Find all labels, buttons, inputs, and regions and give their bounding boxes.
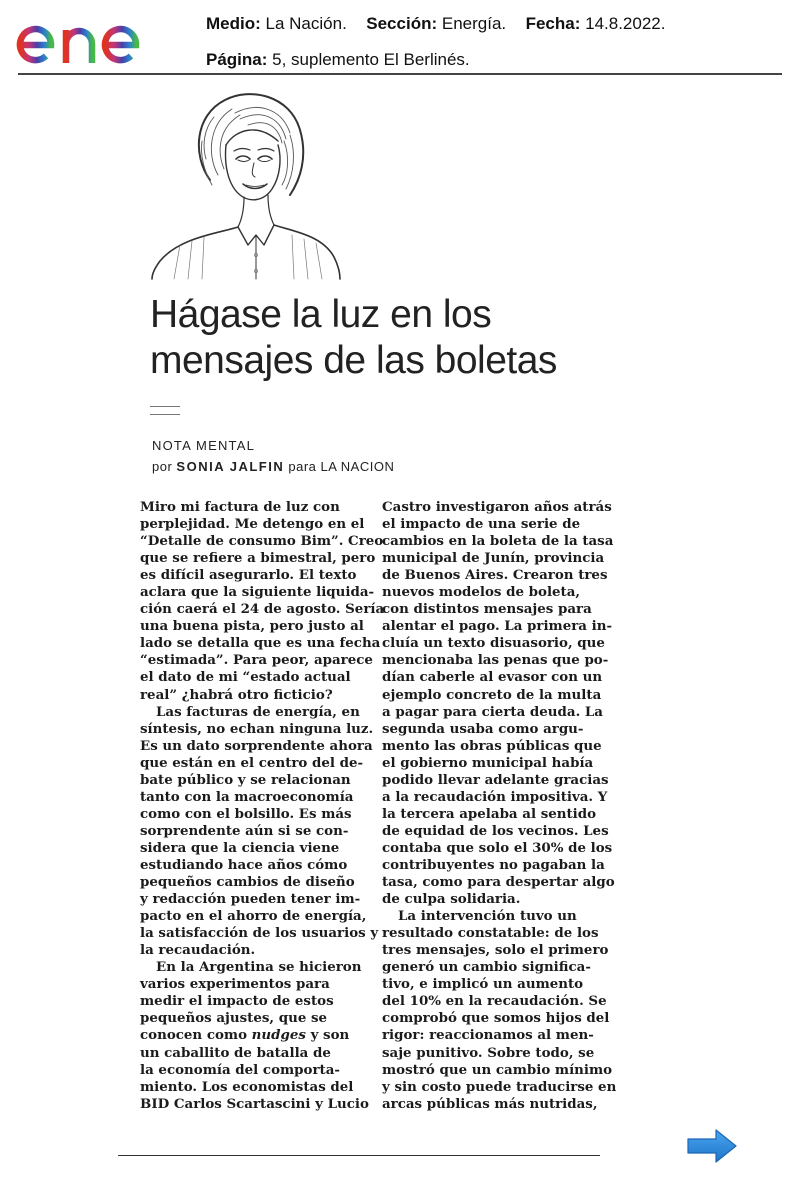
article-line: a pagar para cierta deuda. La: [382, 703, 603, 720]
pagina-label: Página:: [206, 50, 268, 69]
article-line: conocen como nudges y son: [140, 1027, 350, 1044]
article-line: con distintos mensajes para: [382, 601, 592, 618]
article-line: mento las obras públicas que: [382, 737, 602, 754]
article-line: cluía un texto disuasorio, que: [382, 635, 605, 652]
medio-label: Medio:: [206, 14, 261, 33]
fecha-label: Fecha:: [525, 14, 581, 33]
article-line: mostró que un cambio mínimo: [382, 1061, 613, 1078]
article-line: comprobó que somos hijos del: [382, 1010, 610, 1027]
article-line: En la Argentina se hicieron: [156, 959, 362, 976]
article-line: la economía del comporta-: [140, 1061, 340, 1078]
article-line: lado se detalla que es una fecha: [140, 635, 381, 652]
article-line: tres mensajes, solo el primero: [382, 942, 609, 959]
document-metadata: [206, 6, 665, 78]
article-line: pequeños cambios de diseño: [140, 874, 355, 891]
article-line: tivo, e implicó un aumento: [382, 976, 584, 993]
article-line: el dato de mi “estado actual: [140, 669, 351, 686]
article-line: Es un dato sorprendente ahora: [140, 737, 373, 754]
article-line: que están en el centro del de-: [140, 754, 364, 771]
article-line: Castro investigaron años atrás: [382, 499, 612, 515]
article-line: rigor: reaccionamos al men-: [382, 1027, 594, 1044]
article-line: municipal de Junín, provincia: [382, 550, 605, 567]
article-line: saje punitivo. Sobre todo, se: [382, 1044, 595, 1061]
article-line: a la recaudación impositiva. Y: [382, 788, 608, 805]
article-line: de culpa solidaria.: [382, 891, 521, 908]
article-line: mencionaba las penas que po-: [382, 652, 609, 669]
article-line: varios experimentos para: [140, 976, 330, 993]
article-line: de equidad de los vecinos. Les: [382, 822, 609, 839]
article-line: contribuyentes no pagaban la: [382, 856, 605, 873]
article-line: generó un cambio significa-: [382, 959, 591, 976]
article-line: estudiando hace años cómo: [140, 856, 348, 873]
fecha-value: 14.8.2022.: [585, 14, 666, 33]
pagina-value: 5, suplemento El Berlinés.: [272, 50, 470, 69]
article-line: tasa, como para despertar algo: [382, 874, 615, 891]
byline-suffix: para LA NACION: [288, 459, 395, 474]
article-line: y sin costo puede traducirse en: [382, 1078, 617, 1095]
article-line: BID Carlos Scartascini y Lucio: [140, 1095, 369, 1112]
article-line: una buena pista, pero justo al: [140, 618, 364, 635]
article-line: del 10% en la recaudación. Se: [382, 993, 607, 1010]
byline-prefix: por: [152, 459, 173, 474]
article-line: podido llevar adelante gracias: [382, 771, 609, 788]
author-portrait: [140, 85, 345, 280]
article-line: miento. Los economistas del: [140, 1078, 354, 1095]
article-line: el gobierno municipal había: [382, 754, 594, 771]
article-line: segunda usaba como argu-: [382, 720, 584, 737]
header-divider: [18, 73, 782, 75]
article-line: síntesis, no echan ninguna luz.: [140, 720, 374, 737]
article-line: sidera que la ciencia viene: [140, 839, 340, 856]
article-line: “estimada”. Para peor, aparece: [140, 652, 373, 669]
article-line: aclara que la siguiente liquida-: [140, 584, 375, 601]
article-line: ejemplo concreto de la multa: [382, 686, 602, 703]
arrow-right-icon[interactable]: [686, 1128, 738, 1164]
article-line: bate público y se relacionan: [140, 771, 351, 788]
title-line-1: Hágase la luz en los: [150, 293, 492, 336]
medio-value: La Nación.: [265, 14, 347, 33]
article-line: sorprendente aún si se con-: [140, 822, 349, 839]
seccion-value: Energía.: [441, 14, 507, 33]
article-line: resultado constatable: de los: [382, 925, 599, 942]
footer-divider: [118, 1155, 600, 1156]
title-rule-top: [150, 406, 180, 407]
article-line: ción caerá el 24 de agosto. Sería: [140, 601, 385, 618]
article-title: [150, 292, 670, 384]
article-line: y redacción pueden tener im-: [140, 891, 361, 908]
title-line-2: mensajes de las boletas: [150, 339, 557, 382]
article-line: pacto en el ahorro de energía,: [140, 908, 367, 925]
author-name: SONIA JALFIN: [176, 459, 285, 474]
article-line: medir el impacto de estos: [140, 993, 334, 1010]
article-line: el impacto de una serie de: [382, 516, 581, 533]
article-line: arcas públicas más nutridas,: [382, 1095, 598, 1112]
article-line: dían caberle al evasor con un: [382, 669, 603, 686]
article-line: como con el bolsillo. Es más: [140, 805, 352, 822]
article-line: nuevos modelos de boleta,: [382, 584, 581, 601]
byline: [152, 459, 394, 474]
article-line: la satisfacción de los usuarios y: [140, 925, 379, 942]
title-rule-bottom: [150, 414, 180, 415]
article-line: contaba que solo el 30% de los: [382, 839, 613, 856]
section-label: NOTA MENTAL: [152, 438, 256, 453]
article-line: es difícil asegurarlo. El texto: [140, 567, 357, 584]
article-line: real” ¿habrá otro ficticio?: [140, 686, 333, 703]
article-line: cambios en la boleta de la tasa: [382, 533, 614, 550]
article-line: un caballito de batalla de: [140, 1044, 331, 1061]
article-line: “Detalle de consumo Bim”. Creo: [140, 533, 384, 550]
article-line: pequeños ajustes, que se: [140, 1010, 328, 1027]
article-line: tanto con la macroeconomía: [140, 788, 354, 805]
article-line: Las facturas de energía, en: [156, 703, 360, 720]
article-line: perplejidad. Me detengo en el: [140, 516, 365, 533]
article-line: alentar el pago. La primera in-: [382, 618, 613, 635]
seccion-label: Sección:: [366, 14, 438, 33]
article-line: La intervención tuvo un: [398, 908, 577, 925]
enel-logo: [14, 6, 174, 66]
article-column-right: [382, 499, 617, 1113]
article-line: Miro mi factura de luz con: [140, 499, 340, 515]
article-line: la tercera apelaba al sentido: [382, 805, 597, 822]
article-line: de Buenos Aires. Crearon tres: [382, 567, 608, 584]
article-line: que se refiere a bimestral, pero: [140, 550, 376, 567]
article-line: la recaudación.: [140, 942, 256, 959]
article-column-left: [140, 499, 385, 1113]
